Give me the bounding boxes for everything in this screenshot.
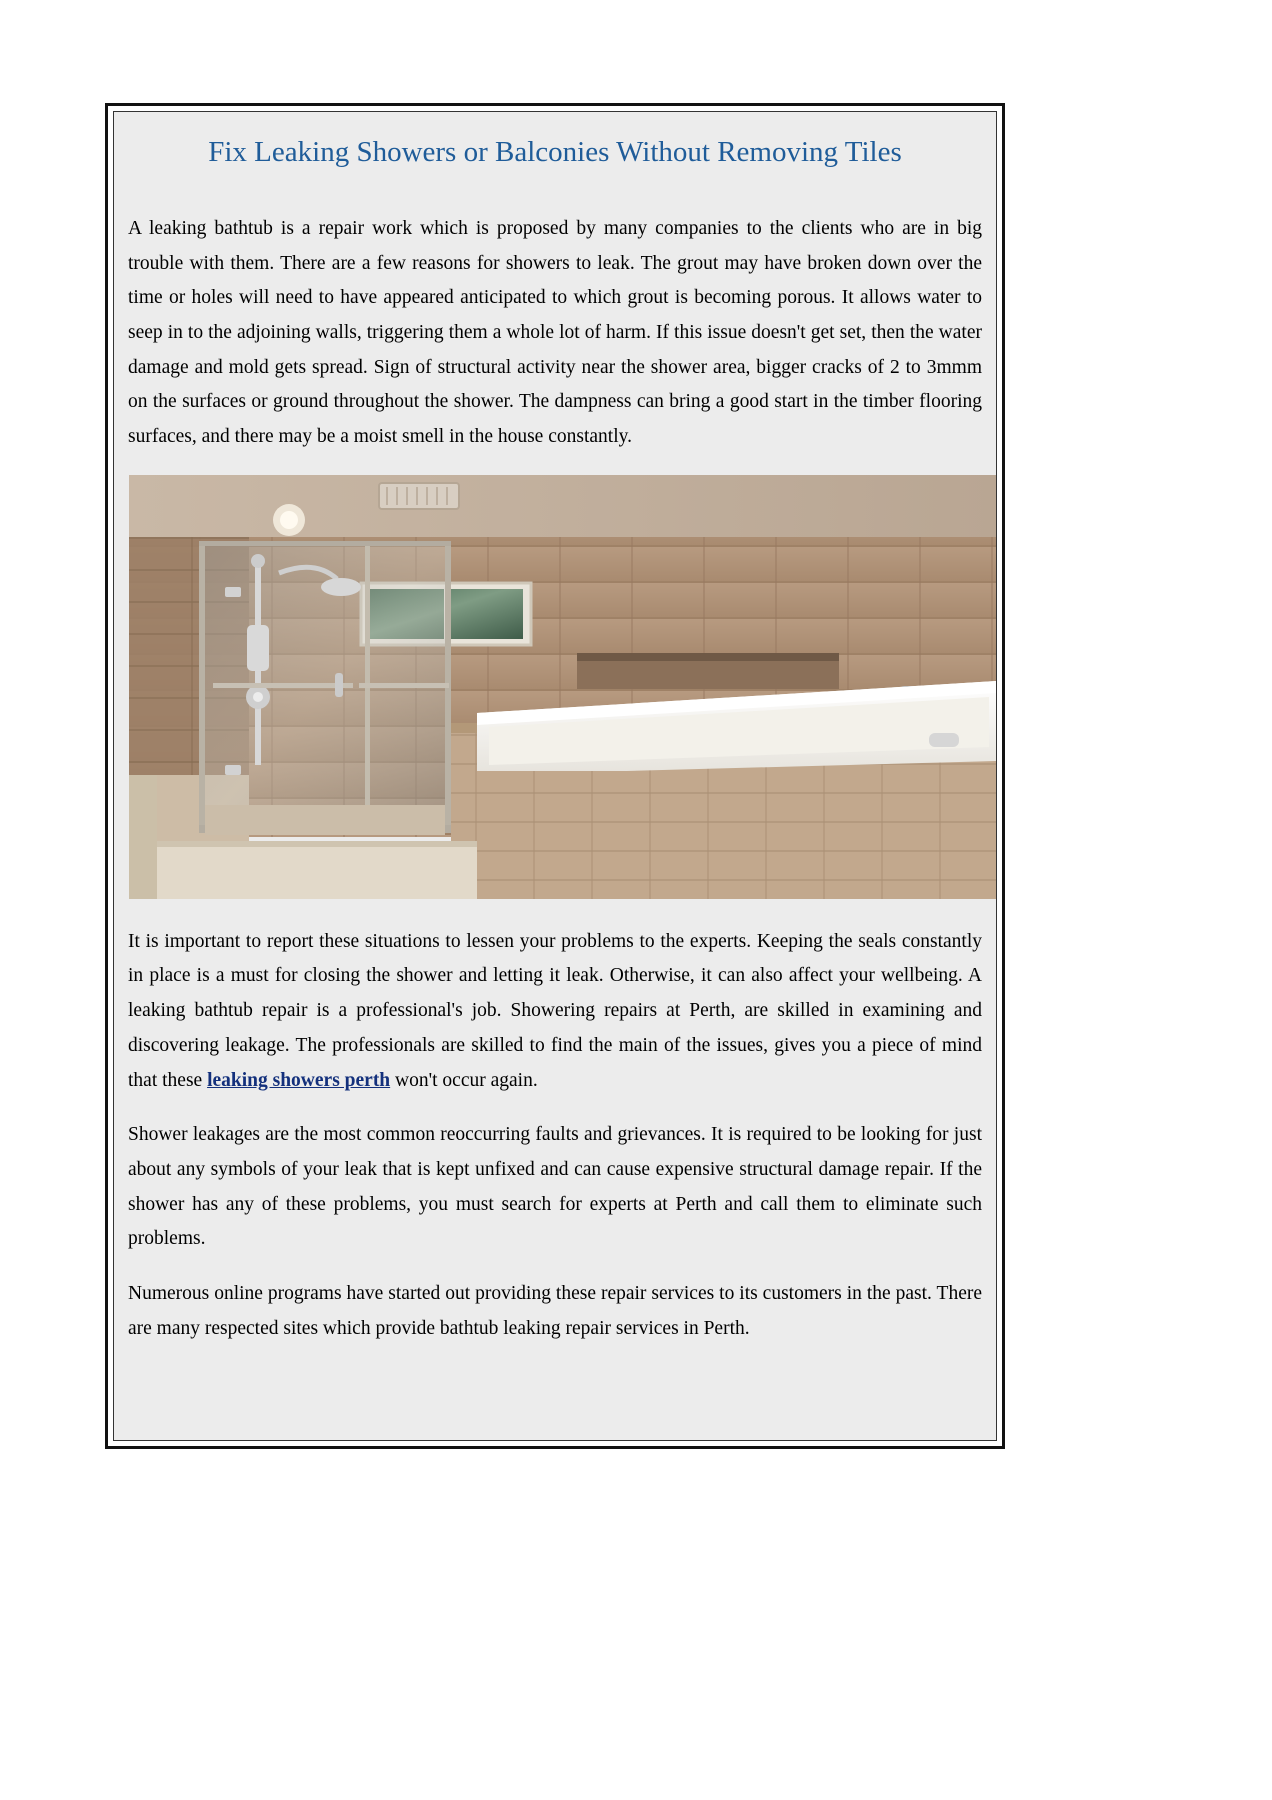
- paragraph-report-situations: [128, 925, 982, 1099]
- paragraph-intro: A leaking bathtub is a repair work which is proposed by many companies to the clients who are in big trouble with them. There are a few reasons for showers to leak. The grout may have broken down over the time or holes will need to have appeared anticipated to which grout is becoming porous. It allows water to seep in to the adjoining walls, triggering them a whole lot of harm. If this issue doesn't get set, then the water damage and mold gets spread. Sign of structural activity near the shower area, bigger cracks of 2 to 3mmm on the surfaces or ground throughout the shower. The dampness can bring a good start in the timber flooring surfaces, and there may be a moist smell in the house constantly.: [128, 217, 982, 448]
- leaking-showers-perth-link[interactable]: leaking showers perth: [207, 1069, 391, 1091]
- document-page: [105, 103, 1005, 1449]
- page-title: Fix Leaking Showers or Balconies Without Removing Tiles: [208, 136, 902, 168]
- paragraph-text-before-link: It is important to report these situations to lessen your problems to the experts. Keeping the seals constantly in place is a must for closing the shower and letting it leak. Otherwise, it can also affect your wellbeing. A leaking bathtub repair is a professional's job. Showering repairs at Perth, are skilled in examining and discovering leakage. The professionals are skilled to find the main of the issues, gives you a piece of mind that these: [128, 930, 982, 1091]
- document-body: [114, 212, 996, 1347]
- paragraph-shower-leakages: Shower leakages are the most common reoccurring faults and grievances. It is required to be looking for just about any symbols of your leak that is kept unfixed and can cause expensive structural damage repair. If the shower has any of these problems, you must search for experts at Perth and call them to eliminate such problems.: [128, 1124, 982, 1250]
- figure-bathroom: [128, 475, 982, 899]
- bathroom-shower-bathtub-photo: [129, 475, 997, 899]
- paragraph-text-after-link: won't occur again.: [390, 1069, 538, 1091]
- paragraph-online-programs: Numerous online programs have started out providing these repair services to its customers in the past. There are many respected sites which provide bathtub leaking repair services in Perth.: [128, 1283, 982, 1339]
- document-page-inner: [113, 111, 997, 1441]
